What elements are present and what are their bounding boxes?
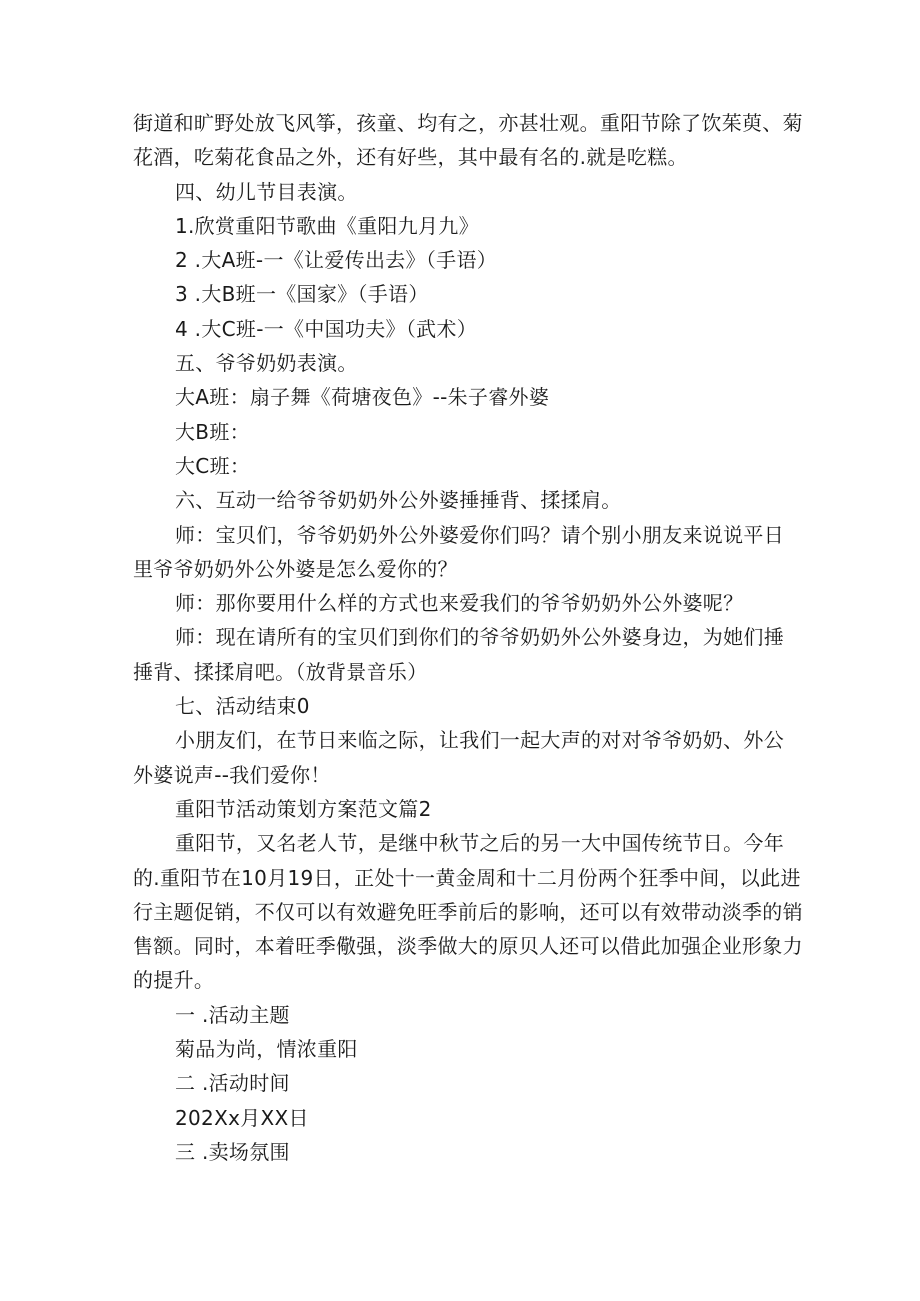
text-line: 外婆说声--我们爱你！ (133, 762, 331, 787)
text-line: 重阳节，又名老人节，是继中秋节之后的另一大中国传统节日。今年 (175, 831, 784, 856)
text-line: 街道和旷野处放飞风筝，孩童、均有之，亦甚壮观。重阳节除了饮茱萸、菊 (133, 111, 803, 135)
text-line: 师：那你要用什么样的方式也来爱我们的爷爷奶奶外公外婆呢？ (175, 591, 744, 616)
text-line: 2 .大A班-一《让爱传出去》（手语） (175, 248, 498, 273)
text-line: 的.重阳节在10月19日，正处十一黄金周和十二月份两个狂季中间，以此进 (133, 865, 801, 890)
text-line: 202Xx月XX日 (175, 1105, 309, 1130)
text-line: 七、活动结束0 (175, 694, 310, 719)
text-line: 一 .活动主题 (175, 1002, 290, 1027)
text-line: 小朋友们，在节日来临之际，让我们一起大声的对对爷爷奶奶、外公 (175, 728, 784, 753)
text-line: 六、互动一给爷爷奶奶外公外婆捶捶背、揉揉肩。 (175, 488, 622, 513)
text-line: 三 .卖场氛围 (175, 1139, 290, 1164)
text-line: 4 .大C班-一《中国功夫》（武术） (175, 316, 478, 341)
text-line: 售额。同时，本着旺季儆强，淡季做大的原贝人还可以借此加强企业形象力 (133, 934, 803, 959)
text-line: 花酒，吃菊花食品之外，还有好些，其中最有名的.就是吃糕。 (133, 145, 688, 170)
text-line: 二 .活动时间 (175, 1071, 290, 1096)
text-line: 大B班： (175, 419, 250, 444)
text-line: 菊品为尚，情浓重阳 (175, 1037, 358, 1062)
text-line: 1.欣赏重阳节歌曲《重阳九月九》 (175, 213, 479, 238)
text-line: 大A班：扇子舞《荷塘夜色》--朱子睿外婆 (175, 385, 550, 410)
text-line: 师：宝贝们，爷爷奶奶外公外婆爱你们吗？请个别小朋友来说说平日 (175, 522, 784, 547)
text-line: 捶背、揉揉肩吧。（放背景音乐） (133, 659, 428, 684)
text-line: 重阳节活动策划方案范文篇2 (175, 796, 432, 821)
text-line: 的提升。 (133, 968, 215, 993)
text-line: 大C班： (175, 453, 251, 478)
text-line: 五、爷爷奶奶表演。 (175, 351, 358, 376)
text-line: 3 .大B班一《国家》（手语） (175, 282, 429, 307)
text-line: 四、幼儿节目表演。 (175, 179, 358, 204)
text-line: 师：现在请所有的宝贝们到你们的爷爷奶奶外公外婆身边，为她们捶 (175, 625, 784, 650)
text-line: 里爷爷奶奶外公外婆是怎么爱你的？ (133, 556, 458, 581)
text-line: 行主题促销，不仅可以有效避免旺季前后的影响，还可以有效带动淡季的销 (133, 899, 803, 924)
